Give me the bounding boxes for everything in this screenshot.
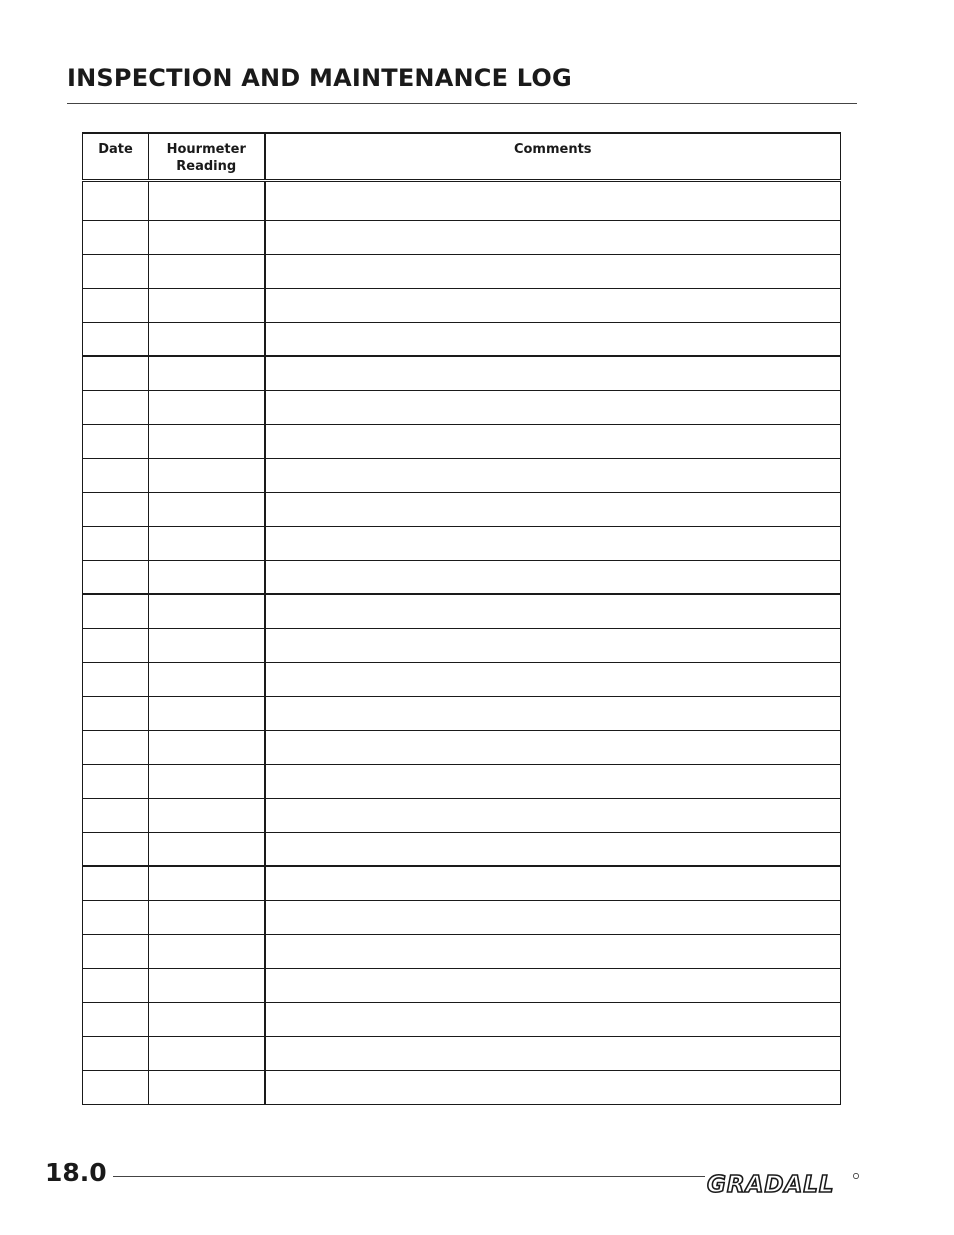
- comments-cell[interactable]: [265, 1036, 841, 1070]
- table-row: [83, 968, 841, 1002]
- comments-cell[interactable]: [265, 288, 841, 322]
- comments-cell[interactable]: [265, 560, 841, 594]
- table-row: [83, 1002, 841, 1036]
- table-row: [83, 900, 841, 934]
- hourmeter-cell[interactable]: [149, 798, 265, 832]
- date-cell[interactable]: [83, 356, 149, 390]
- title-divider: [67, 103, 857, 104]
- table-row: [83, 866, 841, 900]
- table-row: [83, 730, 841, 764]
- table-row: [83, 1036, 841, 1070]
- hourmeter-cell[interactable]: [149, 730, 265, 764]
- table-row: [83, 526, 841, 560]
- table-row: [83, 560, 841, 594]
- hourmeter-cell[interactable]: [149, 662, 265, 696]
- hourmeter-cell[interactable]: [149, 594, 265, 628]
- date-cell[interactable]: [83, 900, 149, 934]
- table-row: [83, 424, 841, 458]
- maintenance-log-table: [82, 132, 841, 1105]
- hourmeter-cell[interactable]: [149, 866, 265, 900]
- date-cell[interactable]: [83, 968, 149, 1002]
- comments-cell[interactable]: [265, 968, 841, 1002]
- comments-cell[interactable]: [265, 458, 841, 492]
- comments-cell[interactable]: [265, 730, 841, 764]
- hourmeter-cell[interactable]: [149, 254, 265, 288]
- hourmeter-cell[interactable]: [149, 390, 265, 424]
- comments-cell[interactable]: [265, 526, 841, 560]
- hourmeter-cell[interactable]: [149, 356, 265, 390]
- column-header-date-label: Date: [98, 142, 133, 157]
- table-row: [83, 254, 841, 288]
- hourmeter-cell[interactable]: [149, 968, 265, 1002]
- table-row: [83, 180, 841, 220]
- date-cell[interactable]: [83, 730, 149, 764]
- column-header-date: [83, 133, 149, 180]
- table-row: [83, 356, 841, 390]
- column-header-comments: [265, 133, 841, 180]
- hourmeter-cell[interactable]: [149, 764, 265, 798]
- comments-cell[interactable]: [265, 866, 841, 900]
- date-cell[interactable]: [83, 1036, 149, 1070]
- comments-cell[interactable]: [265, 764, 841, 798]
- comments-cell[interactable]: [265, 390, 841, 424]
- comments-cell[interactable]: [265, 662, 841, 696]
- table-body: [83, 180, 841, 1104]
- comments-cell[interactable]: [265, 900, 841, 934]
- column-header-comments-label: Comments: [513, 142, 592, 157]
- hourmeter-cell[interactable]: [149, 1002, 265, 1036]
- column-header-hourmeter-label-line1: Hourmeter: [166, 142, 246, 157]
- date-cell[interactable]: [83, 798, 149, 832]
- table-header-row: [83, 133, 841, 180]
- hourmeter-cell[interactable]: [149, 628, 265, 662]
- date-cell[interactable]: [83, 696, 149, 730]
- hourmeter-cell[interactable]: [149, 560, 265, 594]
- hourmeter-cell[interactable]: [149, 900, 265, 934]
- date-cell[interactable]: [83, 594, 149, 628]
- table-row: [83, 662, 841, 696]
- hourmeter-cell[interactable]: [149, 424, 265, 458]
- comments-cell[interactable]: [265, 1070, 841, 1104]
- table-row: [83, 832, 841, 866]
- hourmeter-cell[interactable]: [149, 288, 265, 322]
- table-row: [83, 1070, 841, 1104]
- hourmeter-cell[interactable]: [149, 180, 265, 220]
- comments-cell[interactable]: [265, 220, 841, 254]
- hourmeter-cell[interactable]: [149, 322, 265, 356]
- date-cell[interactable]: [83, 526, 149, 560]
- date-cell[interactable]: [83, 934, 149, 968]
- date-cell[interactable]: [83, 662, 149, 696]
- hourmeter-cell[interactable]: [149, 526, 265, 560]
- table-row: [83, 288, 841, 322]
- comments-cell[interactable]: [265, 492, 841, 526]
- column-header-hourmeter-label-line2: Reading: [176, 159, 237, 174]
- table-row: [83, 458, 841, 492]
- hourmeter-cell[interactable]: [149, 1036, 265, 1070]
- comments-cell[interactable]: [265, 322, 841, 356]
- hourmeter-cell[interactable]: [149, 1070, 265, 1104]
- hourmeter-cell[interactable]: [149, 220, 265, 254]
- date-cell[interactable]: [83, 1070, 149, 1104]
- date-cell[interactable]: [83, 492, 149, 526]
- brand-wordmark: GRADALL: [707, 1172, 835, 1196]
- table-row: [83, 798, 841, 832]
- comments-cell[interactable]: [265, 798, 841, 832]
- comments-cell[interactable]: [265, 832, 841, 866]
- hourmeter-cell[interactable]: [149, 458, 265, 492]
- table-row: [83, 628, 841, 662]
- hourmeter-cell[interactable]: [149, 696, 265, 730]
- date-cell[interactable]: [83, 288, 149, 322]
- table-row: [83, 934, 841, 968]
- date-cell[interactable]: [83, 458, 149, 492]
- table-row: [83, 492, 841, 526]
- column-header-hourmeter-reading: [149, 133, 265, 180]
- gradall-logo: [705, 1170, 863, 1196]
- date-cell[interactable]: [83, 764, 149, 798]
- date-cell[interactable]: [83, 424, 149, 458]
- comments-cell[interactable]: [265, 254, 841, 288]
- page-title: INSPECTION AND MAINTENANCE LOG: [67, 64, 572, 92]
- registered-mark-icon: [853, 1173, 858, 1178]
- table-row: [83, 220, 841, 254]
- hourmeter-cell[interactable]: [149, 492, 265, 526]
- date-cell[interactable]: [83, 832, 149, 866]
- hourmeter-cell[interactable]: [149, 934, 265, 968]
- footer-divider: [113, 1176, 705, 1177]
- date-cell[interactable]: [83, 322, 149, 356]
- table-row: [83, 322, 841, 356]
- comments-cell[interactable]: [265, 424, 841, 458]
- comments-cell[interactable]: [265, 934, 841, 968]
- table-row: [83, 594, 841, 628]
- comments-cell[interactable]: [265, 594, 841, 628]
- date-cell[interactable]: [83, 180, 149, 220]
- table-row: [83, 696, 841, 730]
- date-cell[interactable]: [83, 628, 149, 662]
- date-cell[interactable]: [83, 254, 149, 288]
- date-cell[interactable]: [83, 1002, 149, 1036]
- date-cell[interactable]: [83, 866, 149, 900]
- comments-cell[interactable]: [265, 628, 841, 662]
- date-cell[interactable]: [83, 560, 149, 594]
- comments-cell[interactable]: [265, 180, 841, 220]
- comments-cell[interactable]: [265, 1002, 841, 1036]
- date-cell[interactable]: [83, 390, 149, 424]
- table-row: [83, 390, 841, 424]
- hourmeter-cell[interactable]: [149, 832, 265, 866]
- comments-cell[interactable]: [265, 356, 841, 390]
- date-cell[interactable]: [83, 220, 149, 254]
- table-row: [83, 764, 841, 798]
- comments-cell[interactable]: [265, 696, 841, 730]
- section-number: 18.0: [45, 1158, 107, 1187]
